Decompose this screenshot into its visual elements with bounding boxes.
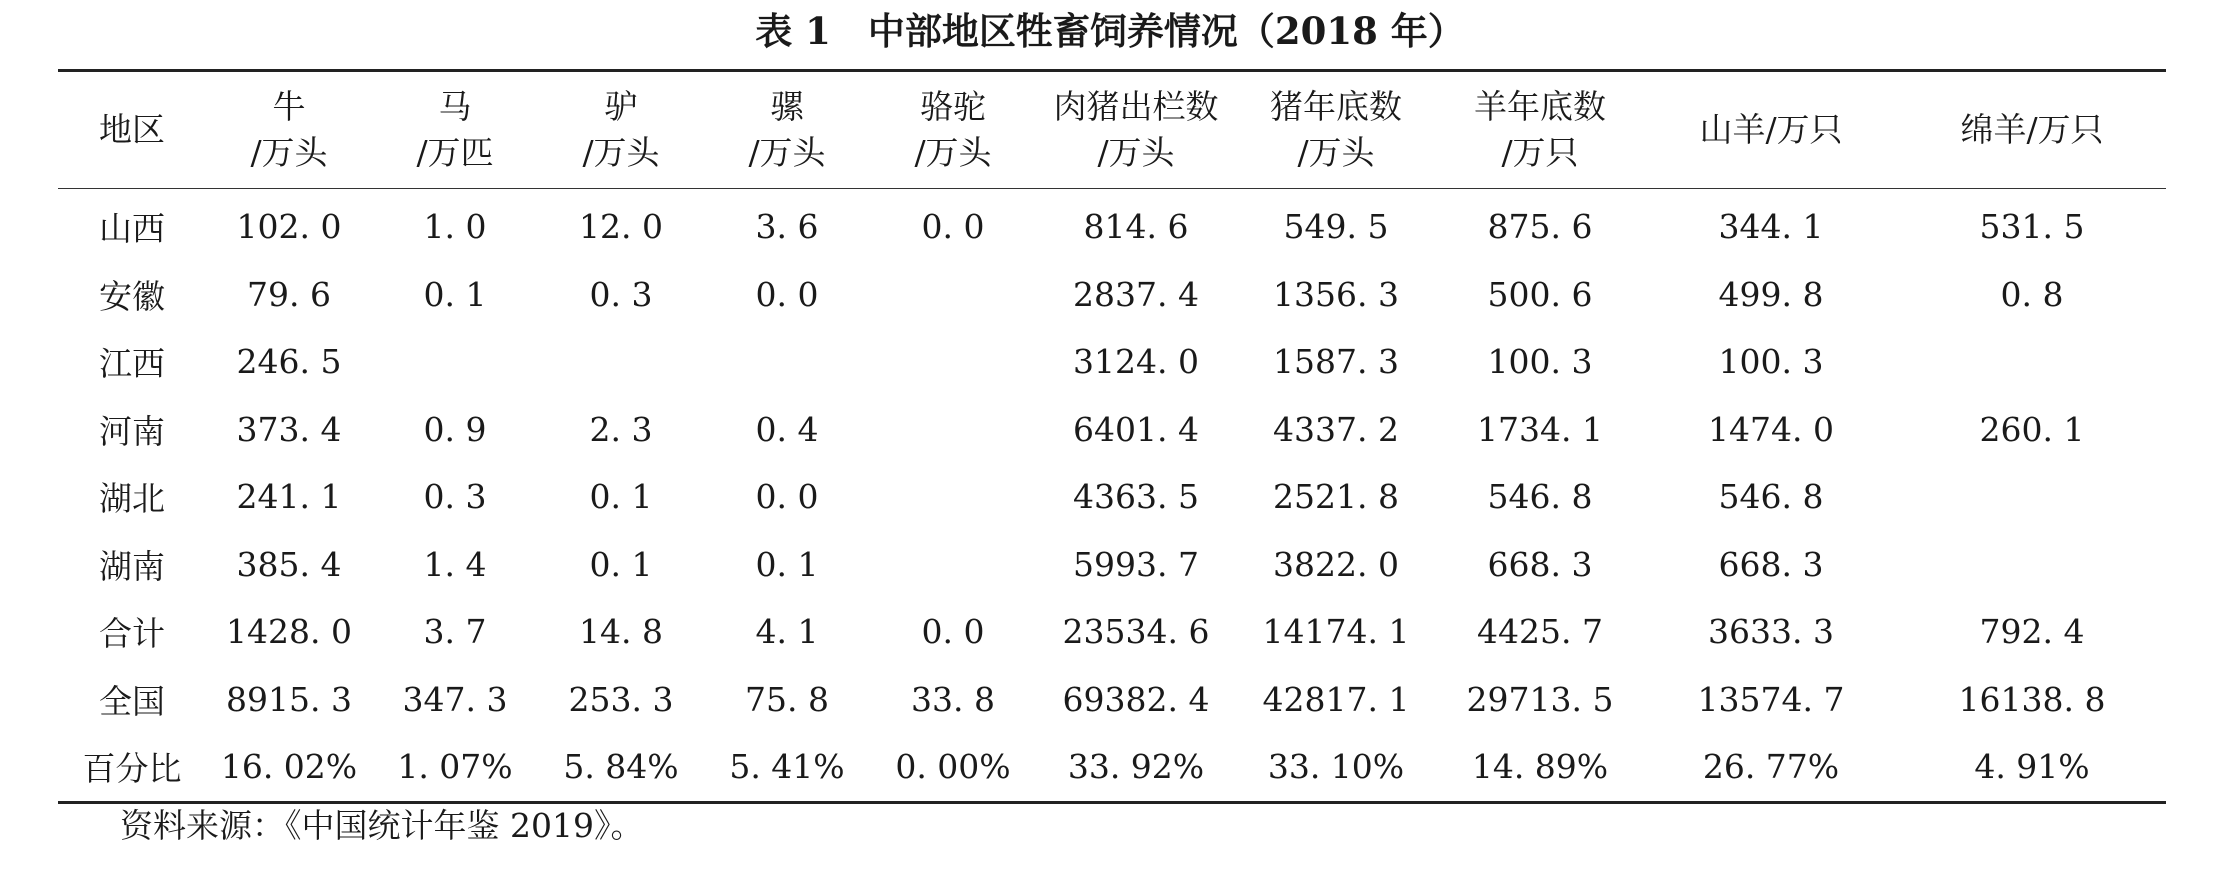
source-note: 资料来源：《中国统计年鉴 2019》。 xyxy=(120,806,644,845)
table-cell xyxy=(1898,463,2166,531)
table-cell: 4363. 5 xyxy=(1073,477,1199,517)
table-title: 表 1 中部地区牲畜饲养情况（2018 年） xyxy=(755,9,1465,53)
table-cell: 373. 4 xyxy=(236,409,342,449)
table-row xyxy=(58,463,2166,531)
table-cell: 13574. 7 xyxy=(1697,679,1845,719)
livestock-table-container xyxy=(58,69,2166,804)
region-cell: 百分比 xyxy=(82,749,182,789)
column-header xyxy=(206,71,372,189)
table-cell: 12. 0 xyxy=(579,207,663,247)
column-header xyxy=(538,71,704,189)
region-cell: 山西 xyxy=(99,209,165,249)
table-cell: 246. 5 xyxy=(236,342,342,382)
table-cell: 3124. 0 xyxy=(1073,342,1199,382)
table-cell: 347. 3 xyxy=(402,679,508,719)
table-cell: 668. 3 xyxy=(1487,544,1593,584)
table-cell: 100. 3 xyxy=(1718,342,1824,382)
table-row xyxy=(58,328,2166,396)
table-cell: 0. 3 xyxy=(589,274,653,314)
table-cell: 4. 91% xyxy=(1974,747,2090,787)
table-cell: 0. 0 xyxy=(755,274,819,314)
table-cell: 102. 0 xyxy=(236,207,342,247)
table-cell: 0. 1 xyxy=(589,477,653,517)
table-cell: 75. 8 xyxy=(745,679,829,719)
column-header xyxy=(58,71,206,189)
column-header-unit: /万头 xyxy=(250,133,328,172)
column-header-unit: /万头 xyxy=(1297,133,1375,172)
table-cell: 4425. 7 xyxy=(1477,612,1603,652)
table-cell: 33. 10% xyxy=(1267,747,1405,787)
table-cell: 344. 1 xyxy=(1718,207,1824,247)
table-cell: 1. 0 xyxy=(423,207,487,247)
region-cell: 安徽 xyxy=(99,276,165,316)
table-cell: 16. 02% xyxy=(220,747,358,787)
table-cell: 16138. 8 xyxy=(1958,679,2106,719)
table-cell: 14174. 1 xyxy=(1262,612,1410,652)
table-cell: 875. 6 xyxy=(1487,207,1593,247)
table-cell xyxy=(1898,328,2166,396)
table-cell: 33. 8 xyxy=(911,679,995,719)
column-header-label: 猪年底数 xyxy=(1270,87,1402,126)
table-cell: 0. 3 xyxy=(423,477,487,517)
table-cell: 4337. 2 xyxy=(1273,409,1399,449)
table-row xyxy=(58,261,2166,329)
table-cell: 5993. 7 xyxy=(1073,544,1199,584)
table-cell: 0. 00% xyxy=(895,747,1011,787)
table-cell: 499. 8 xyxy=(1718,274,1824,314)
table-cell: 26. 77% xyxy=(1702,747,1840,787)
table-cell: 0. 1 xyxy=(423,274,487,314)
table-cell: 8915. 3 xyxy=(226,679,352,719)
table-cell: 0. 4 xyxy=(755,409,819,449)
table-cell: 33. 92% xyxy=(1067,747,1205,787)
column-header-label: 牛 xyxy=(272,87,306,126)
table-cell xyxy=(870,261,1036,329)
table-cell: 1734. 1 xyxy=(1477,409,1603,449)
column-header-label: 山羊/万只 xyxy=(1699,110,1843,149)
table-row xyxy=(58,531,2166,599)
table-cell xyxy=(1898,531,2166,599)
column-header-label: 地区 xyxy=(99,110,165,149)
column-header-unit: /万只 xyxy=(1501,133,1579,172)
table-cell: 2521. 8 xyxy=(1273,477,1399,517)
table-body xyxy=(58,189,2166,803)
table-cell: 241. 1 xyxy=(236,477,342,517)
table-cell: 1356. 3 xyxy=(1273,274,1399,314)
table-cell: 1. 07% xyxy=(397,747,513,787)
table-cell: 385. 4 xyxy=(236,544,342,584)
table-cell: 0. 0 xyxy=(755,477,819,517)
table-cell: 0. 8 xyxy=(2000,274,2064,314)
table-cell: 1. 4 xyxy=(423,544,487,584)
table-cell: 42817. 1 xyxy=(1262,679,1410,719)
column-header-unit: /万头 xyxy=(748,133,826,172)
table-cell: 6401. 4 xyxy=(1073,409,1199,449)
table-cell: 2837. 4 xyxy=(1073,274,1199,314)
table-cell: 0. 0 xyxy=(921,207,985,247)
table-cell: 546. 8 xyxy=(1718,477,1824,517)
column-header-label: 绵羊/万只 xyxy=(1960,110,2104,149)
region-cell: 湖北 xyxy=(99,479,165,519)
table-cell: 1428. 0 xyxy=(226,612,352,652)
column-header xyxy=(1036,71,1236,189)
livestock-table xyxy=(58,69,2166,804)
column-header xyxy=(704,71,870,189)
column-header-unit: /万头 xyxy=(914,133,992,172)
table-cell: 531. 5 xyxy=(1979,207,2085,247)
table-cell: 23534. 6 xyxy=(1062,612,1210,652)
column-header-label: 羊年底数 xyxy=(1474,87,1606,126)
table-cell: 14. 89% xyxy=(1471,747,1609,787)
table-row xyxy=(58,396,2166,464)
table-cell: 546. 8 xyxy=(1487,477,1593,517)
table-cell xyxy=(870,328,1036,396)
region-cell: 江西 xyxy=(99,344,165,384)
column-header xyxy=(1898,71,2166,189)
table-cell: 814. 6 xyxy=(1083,207,1189,247)
table-cell: 1474. 0 xyxy=(1708,409,1834,449)
table-cell: 0. 1 xyxy=(589,544,653,584)
table-row xyxy=(58,733,2166,802)
table-cell: 69382. 4 xyxy=(1062,679,1210,719)
column-header-label: 骆驼 xyxy=(920,87,986,126)
table-cell: 0. 9 xyxy=(423,409,487,449)
table-cell: 3633. 3 xyxy=(1708,612,1834,652)
table-cell: 2. 3 xyxy=(589,409,653,449)
table-cell xyxy=(704,328,870,396)
table-cell: 3822. 0 xyxy=(1273,544,1399,584)
table-cell: 500. 6 xyxy=(1487,274,1593,314)
table-cell: 5. 84% xyxy=(563,747,679,787)
table-cell xyxy=(538,328,704,396)
table-cell xyxy=(372,328,538,396)
column-header-unit: /万头 xyxy=(582,133,660,172)
table-row xyxy=(58,598,2166,666)
table-cell: 0. 0 xyxy=(921,612,985,652)
table-cell: 0. 1 xyxy=(755,544,819,584)
table-cell: 3. 6 xyxy=(755,207,819,247)
column-header xyxy=(1436,71,1644,189)
region-cell: 湖南 xyxy=(99,546,165,586)
column-header xyxy=(870,71,1036,189)
table-cell: 29713. 5 xyxy=(1466,679,1614,719)
table-cell: 5. 41% xyxy=(729,747,845,787)
table-cell xyxy=(870,531,1036,599)
column-header-label: 肉猪出栏数 xyxy=(1053,87,1219,126)
region-cell: 全国 xyxy=(99,681,165,721)
table-cell: 100. 3 xyxy=(1487,342,1593,382)
column-header xyxy=(1236,71,1436,189)
header-row xyxy=(58,71,2166,189)
table-row xyxy=(58,189,2166,261)
column-header xyxy=(372,71,538,189)
table-header xyxy=(58,71,2166,189)
column-header-label: 马 xyxy=(438,87,472,126)
column-header-unit: /万匹 xyxy=(416,133,494,172)
column-header-label: 骡 xyxy=(770,87,804,126)
table-cell: 14. 8 xyxy=(579,612,663,652)
table-cell: 668. 3 xyxy=(1718,544,1824,584)
table-cell xyxy=(870,463,1036,531)
column-header xyxy=(1644,71,1898,189)
table-cell: 260. 1 xyxy=(1979,409,2085,449)
table-row xyxy=(58,666,2166,734)
table-cell: 79. 6 xyxy=(247,274,331,314)
table-cell: 4. 1 xyxy=(755,612,819,652)
region-cell: 河南 xyxy=(99,411,165,451)
table-cell: 253. 3 xyxy=(568,679,674,719)
table-cell: 1587. 3 xyxy=(1273,342,1399,382)
table-cell: 549. 5 xyxy=(1283,207,1389,247)
region-cell: 合计 xyxy=(99,614,165,654)
table-cell xyxy=(870,396,1036,464)
table-cell: 792. 4 xyxy=(1979,612,2085,652)
column-header-unit: /万头 xyxy=(1097,133,1175,172)
table-cell: 3. 7 xyxy=(423,612,487,652)
column-header-label: 驴 xyxy=(604,87,638,126)
